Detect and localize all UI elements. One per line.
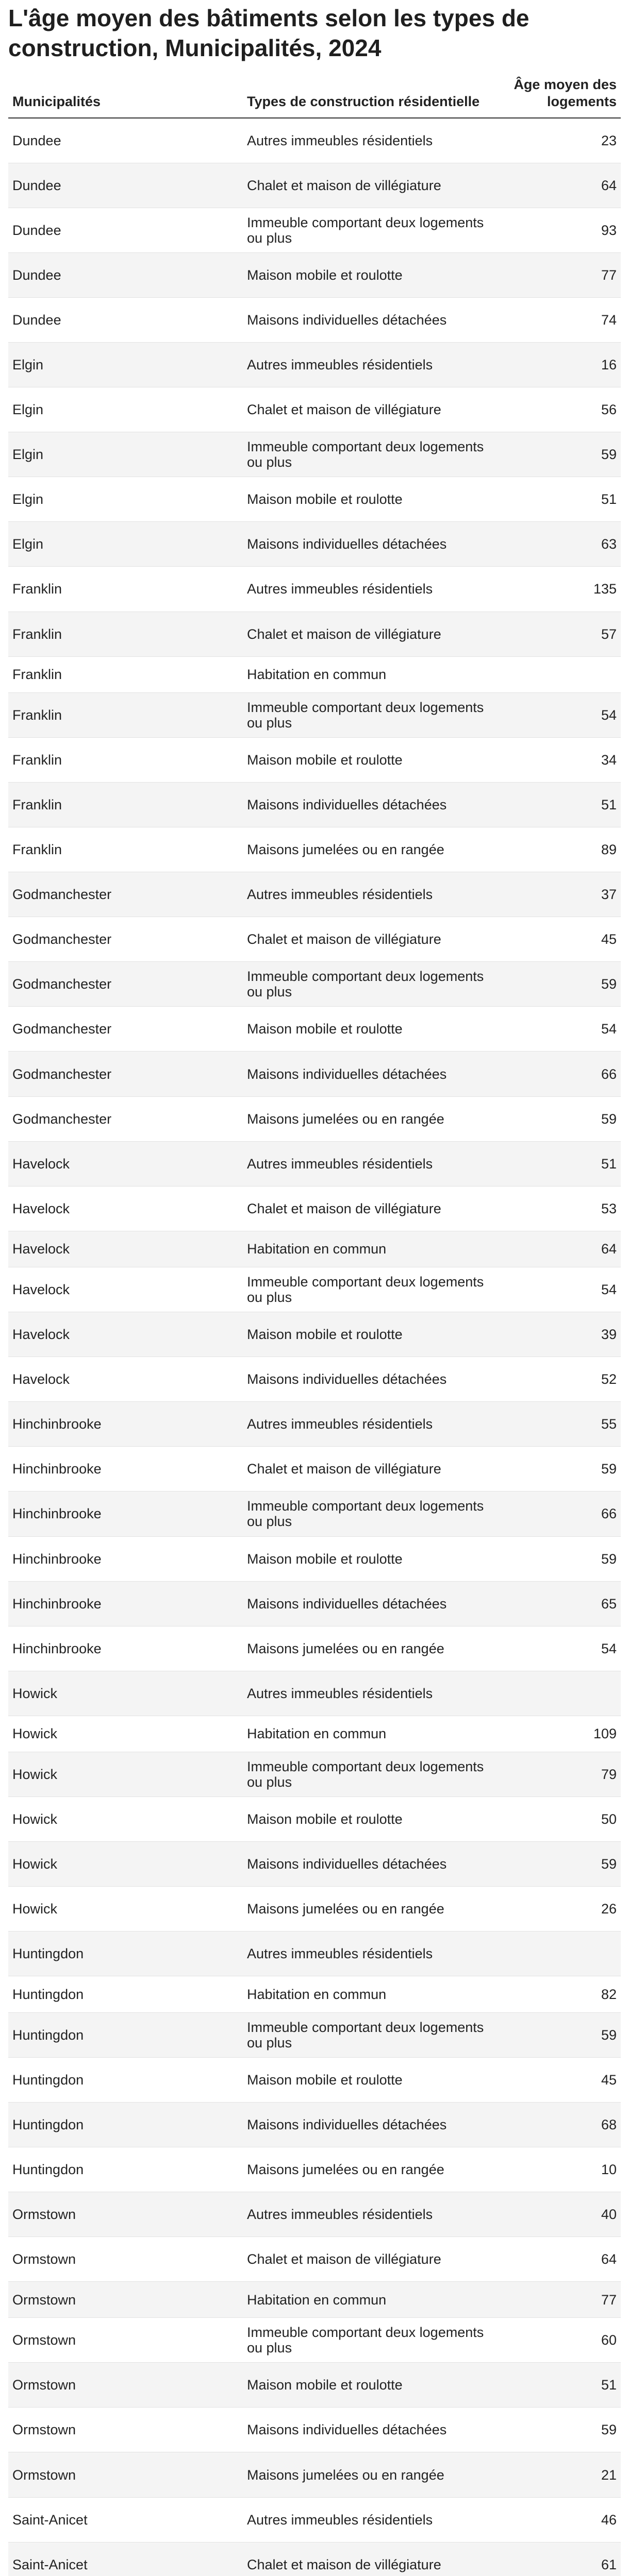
cell-municipality: Hinchinbrooke <box>8 1581 243 1626</box>
cell-municipality: Huntingdon <box>8 1976 243 2012</box>
cell-construction-type: Chalet et maison de villégiature <box>243 2542 506 2576</box>
cell-municipality: Havelock <box>8 1357 243 1402</box>
table-row <box>8 827 621 872</box>
cell-average-age: 37 <box>506 872 621 917</box>
cell-construction-type: Autres immeubles résidentiels <box>243 1402 506 1447</box>
cell-average-age: 59 <box>506 2012 621 2057</box>
cell-municipality: Godmanchester <box>8 1096 243 1141</box>
cell-construction-type: Immeuble comportant deux logements ou plus <box>243 1492 506 1536</box>
cell-construction-type: Maison mobile et roulotte <box>243 1007 506 1052</box>
cell-average-age: 16 <box>506 342 621 387</box>
cell-average-age: 53 <box>506 1186 621 1231</box>
cell-construction-type: Maisons individuelles détachées <box>243 1842 506 1887</box>
table-row <box>8 1492 621 1536</box>
table-row <box>8 1052 621 1096</box>
cell-municipality: Ormstown <box>8 2408 243 2452</box>
cell-construction-type: Immeuble comportant deux logements ou plus <box>243 1752 506 1797</box>
cell-construction-type: Maisons individuelles détachées <box>243 297 506 342</box>
cell-average-age: 61 <box>506 2542 621 2576</box>
table-row <box>8 1007 621 1052</box>
cell-average-age: 46 <box>506 2497 621 2542</box>
cell-construction-type: Autres immeubles résidentiels <box>243 567 506 612</box>
table-row <box>8 1797 621 1842</box>
cell-municipality: Franklin <box>8 567 243 612</box>
cell-construction-type: Habitation en commun <box>243 656 506 692</box>
cell-construction-type: Autres immeubles résidentiels <box>243 342 506 387</box>
cell-municipality: Dundee <box>8 163 243 208</box>
cell-construction-type: Immeuble comportant deux logements ou plus <box>243 692 506 737</box>
cell-average-age: 39 <box>506 1312 621 1357</box>
cell-municipality: Elgin <box>8 477 243 522</box>
cell-average-age: 59 <box>506 1842 621 1887</box>
cell-municipality: Ormstown <box>8 2282 243 2318</box>
cell-average-age: 54 <box>506 692 621 737</box>
table-row <box>8 567 621 612</box>
cell-municipality: Ormstown <box>8 2318 243 2363</box>
cell-municipality: Havelock <box>8 1267 243 1312</box>
cell-construction-type: Maisons individuelles détachées <box>243 1357 506 1402</box>
table-row <box>8 782 621 827</box>
cell-construction-type: Chalet et maison de villégiature <box>243 387 506 432</box>
cell-municipality: Hinchinbrooke <box>8 1447 243 1492</box>
table-row <box>8 612 621 656</box>
table-row <box>8 522 621 567</box>
table-row <box>8 1096 621 1141</box>
cell-construction-type: Autres immeubles résidentiels <box>243 1671 506 1716</box>
cell-average-age: 34 <box>506 737 621 782</box>
cell-average-age: 56 <box>506 387 621 432</box>
cell-average-age: 51 <box>506 477 621 522</box>
table-row <box>8 1402 621 1447</box>
table-row <box>8 2497 621 2542</box>
table-row <box>8 1186 621 1231</box>
cell-construction-type: Maison mobile et roulotte <box>243 2057 506 2102</box>
cell-municipality: Howick <box>8 1842 243 1887</box>
cell-municipality: Franklin <box>8 656 243 692</box>
cell-construction-type: Immeuble comportant deux logements ou plus <box>243 432 506 477</box>
cell-municipality: Godmanchester <box>8 917 243 962</box>
chart-title: L'âge moyen des bâtiments selon les types de construction, Municipalités, 2024 <box>8 5 529 61</box>
cell-municipality: Franklin <box>8 737 243 782</box>
cell-construction-type: Chalet et maison de villégiature <box>243 163 506 208</box>
cell-average-age <box>506 656 621 692</box>
cell-municipality: Howick <box>8 1716 243 1752</box>
cell-municipality: Godmanchester <box>8 872 243 917</box>
cell-construction-type: Maison mobile et roulotte <box>243 1797 506 1842</box>
table-row <box>8 118 621 163</box>
cell-municipality: Huntingdon <box>8 1931 243 1976</box>
cell-construction-type: Chalet et maison de villégiature <box>243 2237 506 2282</box>
cell-average-age: 64 <box>506 1231 621 1267</box>
cell-average-age: 57 <box>506 612 621 656</box>
cell-average-age: 50 <box>506 1797 621 1842</box>
cell-municipality: Howick <box>8 1797 243 1842</box>
cell-average-age: 74 <box>506 297 621 342</box>
cell-construction-type: Maisons individuelles détachées <box>243 1052 506 1096</box>
cell-average-age: 68 <box>506 2102 621 2147</box>
cell-average-age: 54 <box>506 1007 621 1052</box>
table-row <box>8 297 621 342</box>
table-row <box>8 387 621 432</box>
cell-construction-type: Maisons jumelées ou en rangée <box>243 2147 506 2192</box>
table-row <box>8 2057 621 2102</box>
cell-construction-type: Maisons individuelles détachées <box>243 2102 506 2147</box>
cell-construction-type: Chalet et maison de villégiature <box>243 1186 506 1231</box>
cell-municipality: Havelock <box>8 1312 243 1357</box>
cell-average-age: 82 <box>506 1976 621 2012</box>
cell-average-age: 77 <box>506 2282 621 2318</box>
cell-municipality: Havelock <box>8 1231 243 1267</box>
cell-construction-type: Autres immeubles résidentiels <box>243 872 506 917</box>
cell-municipality: Dundee <box>8 297 243 342</box>
cell-municipality: Franklin <box>8 612 243 656</box>
cell-construction-type: Autres immeubles résidentiels <box>243 1141 506 1186</box>
table-row <box>8 2408 621 2452</box>
table-row <box>8 1536 621 1581</box>
cell-municipality: Ormstown <box>8 2192 243 2236</box>
cell-construction-type: Maison mobile et roulotte <box>243 1536 506 1581</box>
cell-average-age: 60 <box>506 2318 621 2363</box>
table-row <box>8 432 621 477</box>
cell-average-age: 51 <box>506 782 621 827</box>
cell-average-age: 55 <box>506 1402 621 1447</box>
cell-municipality: Godmanchester <box>8 962 243 1007</box>
cell-average-age: 63 <box>506 522 621 567</box>
cell-average-age: 54 <box>506 1626 621 1671</box>
cell-municipality: Havelock <box>8 1186 243 1231</box>
table-row <box>8 342 621 387</box>
cell-average-age: 23 <box>506 118 621 163</box>
cell-municipality: Hinchinbrooke <box>8 1536 243 1581</box>
cell-municipality: Havelock <box>8 1141 243 1186</box>
cell-construction-type: Habitation en commun <box>243 1976 506 2012</box>
table-row <box>8 2452 621 2497</box>
cell-construction-type: Chalet et maison de villégiature <box>243 612 506 656</box>
cell-municipality: Hinchinbrooke <box>8 1402 243 1447</box>
cell-average-age: 59 <box>506 1447 621 1492</box>
cell-municipality: Godmanchester <box>8 1007 243 1052</box>
cell-construction-type: Maison mobile et roulotte <box>243 1312 506 1357</box>
column-header-municipality[interactable]: Municipalités <box>8 76 243 118</box>
cell-construction-type: Maisons jumelées ou en rangée <box>243 2452 506 2497</box>
cell-average-age: 52 <box>506 1357 621 1402</box>
cell-municipality: Howick <box>8 1671 243 1716</box>
table-body <box>8 118 621 2576</box>
cell-municipality: Hinchinbrooke <box>8 1492 243 1536</box>
table-row <box>8 1267 621 1312</box>
cell-average-age: 89 <box>506 827 621 872</box>
table-row <box>8 1976 621 2012</box>
table-row <box>8 2192 621 2236</box>
cell-construction-type: Immeuble comportant deux logements ou plus <box>243 1267 506 1312</box>
cell-average-age: 66 <box>506 1492 621 1536</box>
table-row <box>8 656 621 692</box>
cell-construction-type: Maisons jumelées ou en rangée <box>243 1887 506 1931</box>
cell-average-age: 40 <box>506 2192 621 2236</box>
cell-construction-type: Maisons jumelées ou en rangée <box>243 827 506 872</box>
table-row <box>8 1671 621 1716</box>
table-row <box>8 208 621 252</box>
cell-average-age: 26 <box>506 1887 621 1931</box>
cell-municipality: Howick <box>8 1752 243 1797</box>
cell-construction-type: Autres immeubles résidentiels <box>243 2192 506 2236</box>
table-row <box>8 692 621 737</box>
table-row <box>8 2012 621 2057</box>
cell-average-age: 54 <box>506 1267 621 1312</box>
cell-municipality: Franklin <box>8 692 243 737</box>
table-row <box>8 917 621 962</box>
cell-average-age: 59 <box>506 1536 621 1581</box>
cell-construction-type: Maisons individuelles détachées <box>243 782 506 827</box>
cell-construction-type: Habitation en commun <box>243 2282 506 2318</box>
table-row <box>8 1752 621 1797</box>
table-row <box>8 1887 621 1931</box>
cell-average-age: 77 <box>506 252 621 297</box>
table-row <box>8 252 621 297</box>
cell-average-age: 65 <box>506 1581 621 1626</box>
column-header-construction-type[interactable]: Types de construction résidentielle <box>243 76 506 118</box>
cell-average-age: 10 <box>506 2147 621 2192</box>
cell-construction-type: Maison mobile et roulotte <box>243 252 506 297</box>
table-header <box>8 76 621 118</box>
cell-municipality: Elgin <box>8 522 243 567</box>
table-row <box>8 2318 621 2363</box>
cell-average-age: 21 <box>506 2452 621 2497</box>
cell-construction-type: Chalet et maison de villégiature <box>243 1447 506 1492</box>
table-row <box>8 2282 621 2318</box>
cell-average-age: 59 <box>506 962 621 1007</box>
table-row <box>8 477 621 522</box>
table-row <box>8 1842 621 1887</box>
cell-construction-type: Maison mobile et roulotte <box>243 2363 506 2408</box>
cell-average-age: 79 <box>506 1752 621 1797</box>
cell-construction-type: Immeuble comportant deux logements ou plus <box>243 962 506 1007</box>
data-table <box>8 76 621 2576</box>
cell-average-age: 45 <box>506 917 621 962</box>
cell-municipality: Elgin <box>8 387 243 432</box>
cell-average-age: 59 <box>506 1096 621 1141</box>
cell-construction-type: Immeuble comportant deux logements ou plus <box>243 2318 506 2363</box>
table-row <box>8 2542 621 2576</box>
table-row <box>8 1931 621 1976</box>
cell-average-age: 135 <box>506 567 621 612</box>
cell-construction-type: Immeuble comportant deux logements ou plus <box>243 208 506 252</box>
cell-construction-type: Autres immeubles résidentiels <box>243 2497 506 2542</box>
cell-municipality: Elgin <box>8 342 243 387</box>
cell-municipality: Huntingdon <box>8 2102 243 2147</box>
cell-average-age: 45 <box>506 2057 621 2102</box>
cell-average-age <box>506 1931 621 1976</box>
cell-construction-type: Maisons jumelées ou en rangée <box>243 1096 506 1141</box>
cell-construction-type: Habitation en commun <box>243 1716 506 1752</box>
table-row <box>8 872 621 917</box>
cell-construction-type: Maisons individuelles détachées <box>243 1581 506 1626</box>
cell-municipality: Howick <box>8 1887 243 1931</box>
cell-average-age: 59 <box>506 2408 621 2452</box>
cell-municipality: Franklin <box>8 827 243 872</box>
table-row <box>8 1231 621 1267</box>
cell-municipality: Dundee <box>8 118 243 163</box>
cell-municipality: Franklin <box>8 782 243 827</box>
table-row <box>8 2363 621 2408</box>
table-row <box>8 1716 621 1752</box>
cell-construction-type: Immeuble comportant deux logements ou plus <box>243 2012 506 2057</box>
cell-municipality: Hinchinbrooke <box>8 1626 243 1671</box>
table-row <box>8 2102 621 2147</box>
table-row <box>8 1312 621 1357</box>
cell-average-age: 64 <box>506 163 621 208</box>
cell-municipality: Huntingdon <box>8 2012 243 2057</box>
cell-average-age: 93 <box>506 208 621 252</box>
cell-municipality: Huntingdon <box>8 2147 243 2192</box>
cell-average-age: 66 <box>506 1052 621 1096</box>
cell-construction-type: Habitation en commun <box>243 1231 506 1267</box>
table-row <box>8 737 621 782</box>
table-row <box>8 2237 621 2282</box>
cell-municipality: Huntingdon <box>8 2057 243 2102</box>
cell-municipality: Ormstown <box>8 2363 243 2408</box>
cell-municipality: Dundee <box>8 208 243 252</box>
cell-average-age: 51 <box>506 2363 621 2408</box>
cell-average-age: 51 <box>506 1141 621 1186</box>
cell-construction-type: Chalet et maison de villégiature <box>243 917 506 962</box>
cell-construction-type: Maisons jumelées ou en rangée <box>243 1626 506 1671</box>
cell-municipality: Ormstown <box>8 2452 243 2497</box>
table-row <box>8 1447 621 1492</box>
cell-average-age: 109 <box>506 1716 621 1752</box>
column-header-average-age[interactable]: Âge moyen des logements <box>506 76 621 118</box>
table-row <box>8 163 621 208</box>
cell-construction-type: Maison mobile et roulotte <box>243 737 506 782</box>
cell-municipality: Godmanchester <box>8 1052 243 1096</box>
table-row <box>8 1141 621 1186</box>
table-row <box>8 962 621 1007</box>
cell-municipality: Elgin <box>8 432 243 477</box>
cell-average-age: 64 <box>506 2237 621 2282</box>
table-row <box>8 1626 621 1671</box>
cell-construction-type: Autres immeubles résidentiels <box>243 1931 506 1976</box>
cell-average-age: 59 <box>506 432 621 477</box>
cell-municipality: Dundee <box>8 252 243 297</box>
cell-construction-type: Maisons individuelles détachées <box>243 522 506 567</box>
table-row <box>8 2147 621 2192</box>
cell-construction-type: Maisons individuelles détachées <box>243 2408 506 2452</box>
cell-construction-type: Autres immeubles résidentiels <box>243 118 506 163</box>
cell-municipality: Ormstown <box>8 2237 243 2282</box>
table-row <box>8 1357 621 1402</box>
cell-municipality: Saint-Anicet <box>8 2497 243 2542</box>
cell-average-age <box>506 1671 621 1716</box>
cell-municipality: Saint-Anicet <box>8 2542 243 2576</box>
cell-construction-type: Maison mobile et roulotte <box>243 477 506 522</box>
table-row <box>8 1581 621 1626</box>
